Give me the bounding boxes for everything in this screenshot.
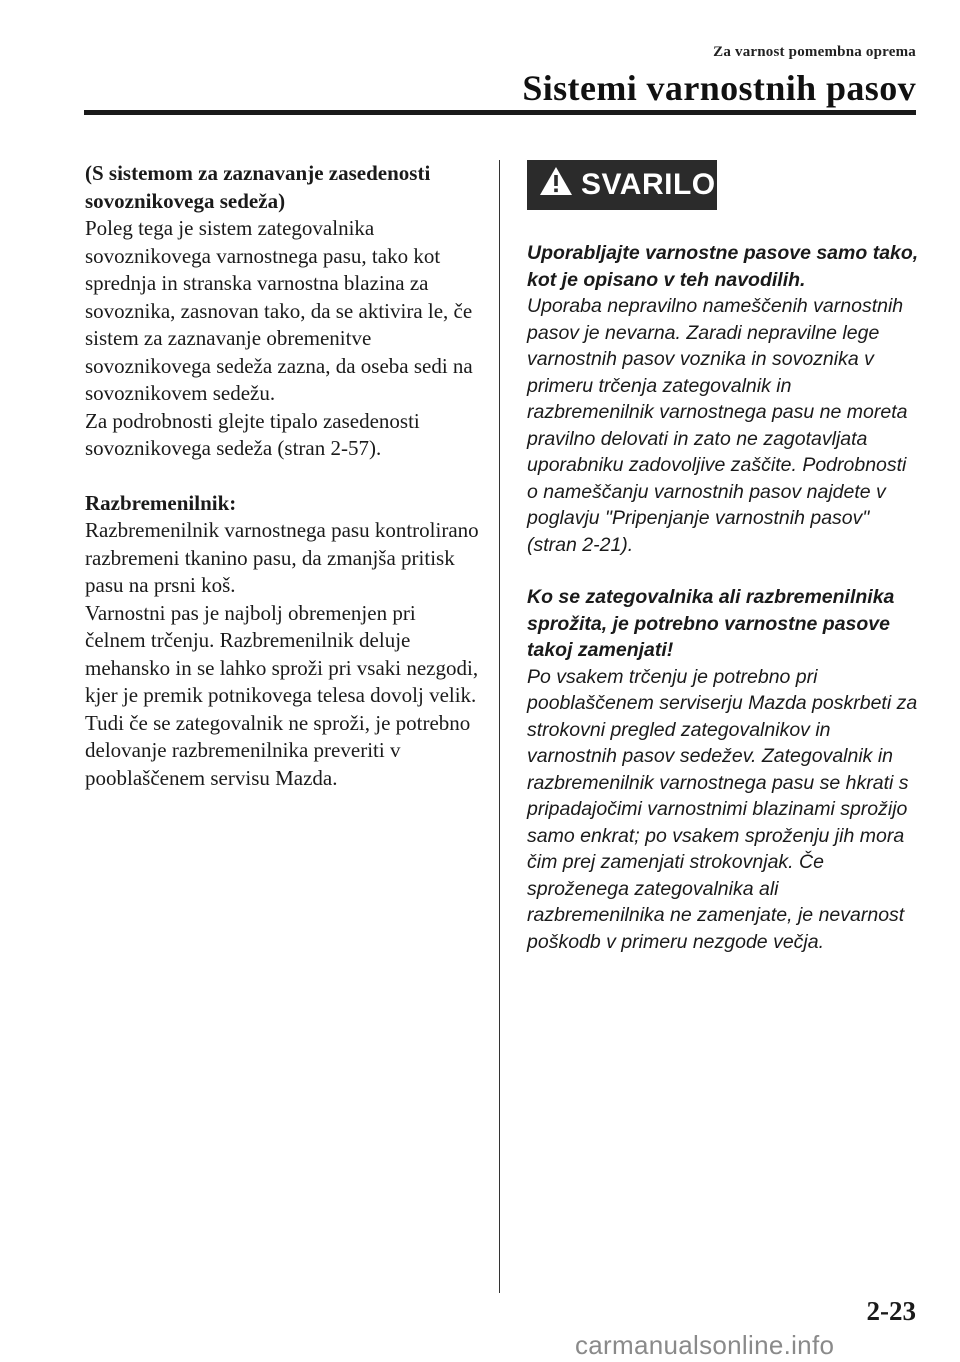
- page-title: Sistemi varnostnih pasov: [522, 68, 916, 108]
- warning-text-1: Uporaba nepravilno nameščenih varnostnih pasov je nevarna. Zaradi nepravilne lege varnostnih pasov voznika in sovoznika v primeru trčenja zategovalnik in razbremenilnik varnostnega pasu ne moreta pravilno delovati in zato ne zagotavljata uporabniku zadovoljive zaščite. Podrobnosti o nameščanju varnostnih pasov najdete v poglavju "Pripenjanje varnostnih pasov" (stran 2-21).: [527, 295, 908, 556]
- header-rule: [84, 110, 916, 115]
- warning-box: [527, 160, 919, 955]
- section-title: Za varnost pomembna oprema: [713, 44, 916, 60]
- pretensioner-paragraph: Poleg tega je sistem zategovalnika sovoznikovega varnostnega pasu, tako kot sprednja in stranska varnostna blazina za sovoznika, zasnovan tako, da se aktivira le, če sistem za zaznavanje obremenitve sovoznikovega sedeža zazna, da oseba sedi na sovoznikovem sedežu.: [85, 216, 473, 405]
- page-number: 2-23: [866, 1296, 916, 1326]
- load-limiter-heading: Razbremenilnik:: [85, 490, 237, 515]
- warning-bold-1: Uporabljajte varnostne pasove samo tako, kot je opisano v teh navodilih.: [527, 242, 919, 291]
- warning-badge: [527, 160, 717, 210]
- service-check-paragraph: Tudi če se zategovalnik ne sproži, je potrebno delovanje razbremenilnika preveriti v pooblaščenem servisu Mazda.: [85, 710, 471, 790]
- load-limiter-paragraph: Razbremenilnik varnostnega pasu kontrolirano razbremeni tkanino pasu, da zmanjša pritisk pasu na prsni koš.: [85, 518, 479, 597]
- left-column: [85, 160, 480, 792]
- frontal-collision-paragraph: Varnostni pas je najbolj obremenjen pri čelnem trčenju. Razbremenilnik deluje mehansko in se lahko sproži pri vsaki nezgodi, kjer je premik potnikovega telesa dovolj velik.: [85, 600, 479, 707]
- warning-bold-2: Ko se zategovalnika ali razbremenilnika sprožita, je potrebno varnostne pasove takoj zamenjati!: [527, 586, 895, 661]
- warning-triangle-icon: [539, 166, 573, 204]
- warning-label: SVARILO: [581, 167, 716, 201]
- details-paragraph: Za podrobnosti glejte tipalo zasedenosti sovoznikovega sedeža (stran 2-57).: [85, 408, 420, 460]
- watermark: carmanualsonline.info: [575, 1330, 835, 1360]
- page-header: [522, 44, 916, 109]
- occupancy-heading: (S sistemom za zaznavanje zasedenosti sovoznikovega sedeža): [85, 161, 431, 213]
- warning-text-2: Po vsakem trčenju je potrebno pri pooblaščenem serviserju Mazda poskrbeti za strokovni pregled zategovalnikov in varnostnih pasov sedežev. Zategovalnik in razbremenilnik varnostnega pasu se hkrati s pripadajočimi varnostnimi blazinami sprožijo samo enkrat; po vsakem sproženju jih mora čim prej zamenjati strokovnjak. Če sproženega zategovalnika ali razbremenilnika ne zamenjate, je nevarnost poškodb v primeru nezgode večja.: [527, 665, 918, 953]
- column-divider: [499, 160, 500, 1293]
